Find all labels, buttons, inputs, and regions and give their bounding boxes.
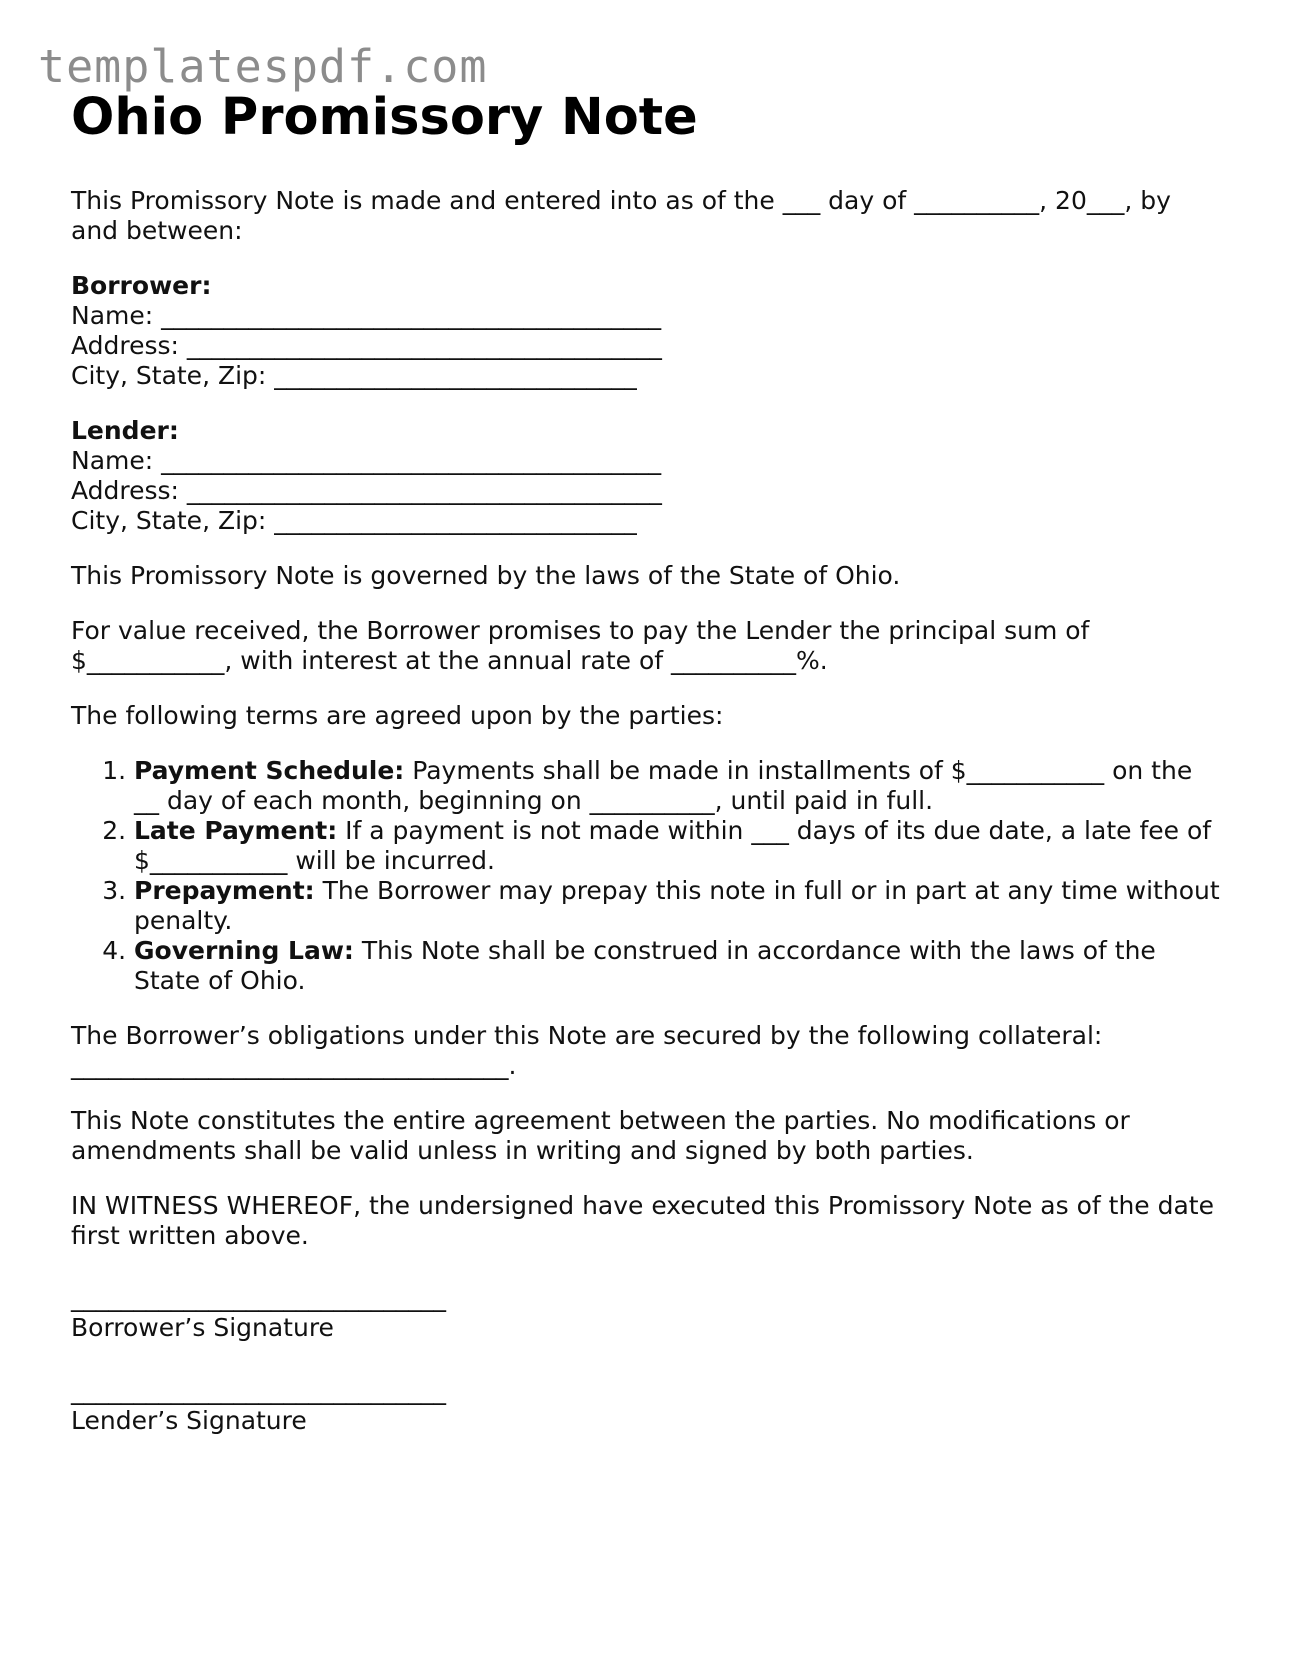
term-text: Payments shall be made in installments of $___________ on the __ day of each month, beginning on __________, until paid in full.: [134, 756, 1193, 815]
lender-city-field[interactable]: City, State, Zip: _____________________________: [71, 506, 637, 535]
term-label: Governing Law:: [134, 936, 354, 965]
term-label: Payment Schedule:: [134, 756, 405, 785]
borrower-address-field[interactable]: Address: ______________________________________: [71, 331, 662, 360]
borrower-section: [71, 271, 1221, 391]
term-text: The Borrower may prepay this note in full or in part at any time without penalty.: [134, 876, 1220, 935]
terms-list: [71, 756, 1221, 996]
entire-agreement-paragraph: This Note constitutes the entire agreement between the parties. No modifications or amendments shall be valid unless in writing and signed by both parties.: [71, 1106, 1130, 1165]
lender-section: [71, 416, 1221, 536]
term-item: [134, 876, 1221, 936]
lender-signature-line[interactable]: ______________________________: [71, 1376, 446, 1405]
term-item: [134, 936, 1221, 996]
document-body: [71, 186, 1221, 1469]
collateral-paragraph: The Borrower’s obligations under this Note are secured by the following collateral: ___________________________________.: [71, 1021, 1103, 1080]
borrower-signature-line[interactable]: ______________________________: [71, 1283, 446, 1312]
term-label: Late Payment:: [134, 816, 338, 845]
lender-address-field[interactable]: Address: ______________________________________: [71, 476, 662, 505]
page-title: Ohio Promissory Note: [71, 88, 698, 147]
terms-intro: The following terms are agreed upon by the parties:: [71, 701, 724, 730]
watermark: templatespdf.com: [38, 40, 488, 93]
witness-paragraph: IN WITNESS WHEREOF, the undersigned have executed this Promissory Note as of the date first written above.: [71, 1191, 1214, 1250]
lender-heading: Lender:: [71, 416, 179, 445]
borrower-heading: Borrower:: [71, 271, 212, 300]
term-item: [134, 816, 1221, 876]
intro-paragraph: This Promissory Note is made and entered into as of the ___ day of __________, 20___, by and between:: [71, 186, 1171, 245]
principal-paragraph: For value received, the Borrower promises to pay the Lender the principal sum of $___________, with interest at the annual rate of __________%.: [71, 616, 1090, 675]
borrower-city-field[interactable]: City, State, Zip: _____________________________: [71, 361, 637, 390]
borrower-signature-block: [71, 1283, 1221, 1343]
term-text: If a payment is not made within ___ days of its due date, a late fee of $___________ will be incurred.: [134, 816, 1212, 875]
lender-signature-label: Lender’s Signature: [71, 1406, 307, 1435]
lender-signature-block: [71, 1376, 1221, 1436]
borrower-signature-label: Borrower’s Signature: [71, 1313, 334, 1342]
governed-paragraph: This Promissory Note is governed by the laws of the State of Ohio.: [71, 561, 901, 590]
lender-name-field[interactable]: Name: ________________________________________: [71, 446, 662, 475]
term-text: This Note shall be construed in accordance with the laws of the State of Ohio.: [134, 936, 1156, 995]
term-item: [134, 756, 1221, 816]
borrower-name-field[interactable]: Name: ________________________________________: [71, 301, 662, 330]
term-label: Prepayment:: [134, 876, 315, 905]
